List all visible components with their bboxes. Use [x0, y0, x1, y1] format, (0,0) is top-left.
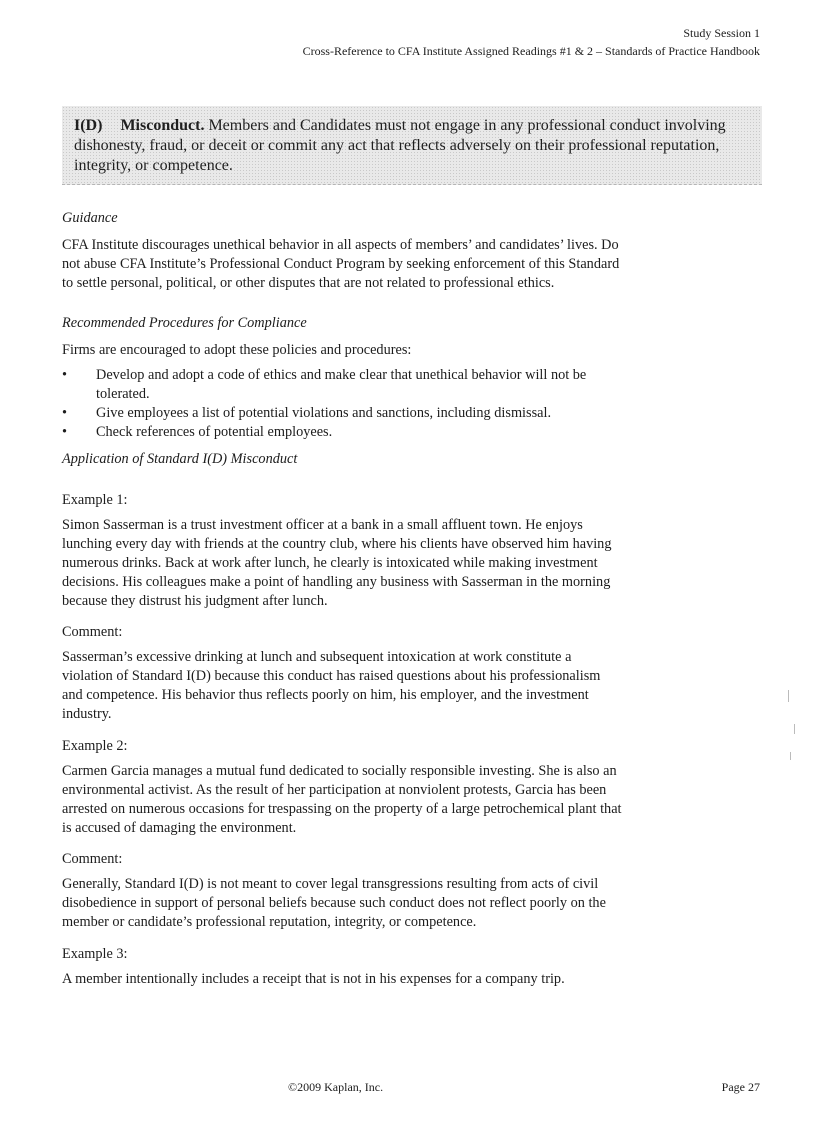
page-number: Page 27: [721, 1080, 760, 1094]
running-header-reference: Cross-Reference to CFA Institute Assigned Readings #1 & 2 – Standards of Practice Handbook: [302, 44, 760, 58]
scan-margin-marks: [786, 690, 806, 770]
example-3-title: Example 3:: [62, 946, 128, 962]
list-item: • Develop and adopt a code of ethics and make clear that unethical behavior will not be tolerated.: [62, 367, 587, 402]
application-heading: Application of Standard I(D) Misconduct: [62, 451, 298, 467]
procedures-heading: Recommended Procedures for Compliance: [62, 315, 307, 331]
list-item: • Check references of potential employees.: [62, 424, 333, 440]
example-1-comment-title: Comment:: [62, 624, 123, 640]
bullet-icon: •: [62, 405, 68, 421]
main-content: [62, 209, 622, 989]
footer-copyright: ©2009 Kaplan, Inc.: [288, 1080, 384, 1094]
example-1-title: Example 1:: [62, 492, 128, 508]
standard-callout-box: [62, 106, 762, 185]
bullet-icon: •: [62, 367, 68, 383]
list-item: • Give employees a list of potential violations and sanctions, including dismissal.: [62, 405, 552, 421]
standard-code: I(D): [74, 117, 103, 134]
procedures-list: [62, 366, 622, 442]
standard-text: Members and Candidates must not engage in any professional conduct involving dishonesty, fraud, or deceit or commit any act that reflects adversely on their professional reputation, integrity, or competence.: [74, 117, 726, 174]
example-3-text: A member intentionally includes a receipt that is not in his expenses for a company trip.: [62, 971, 565, 987]
guidance-text: CFA Institute discourages unethical behavior in all aspects of members’ and candidates’ lives. Do not abuse CFA Institute’s Professional Conduct Program by seeking enforcement of this Standard to settle personal, political, or other disputes that are not related to professional ethics.: [62, 237, 620, 291]
guidance-heading: Guidance: [62, 210, 118, 226]
standard-statement: [74, 116, 754, 176]
example-2-comment-title: Comment:: [62, 851, 123, 867]
example-1-text: Simon Sasserman is a trust investment officer at a bank in a small affluent town. He enjoys lunching every day with friends at the country club, where his clients have observed him having numerous drinks. Back at work after lunch, he clearly is intoxicated while making investment decisions. His colleagues make a point of handling any business with Sasserman in the morning because they distrust his judgment after lunch.: [62, 517, 612, 609]
standard-term: Misconduct.: [120, 117, 205, 134]
example-2-comment: Generally, Standard I(D) is not meant to cover legal transgressions resulting from acts of civil disobedience in support of personal beliefs because such conduct does not reflect poorly on the member or candidate’s professional reputation, integrity, or competence.: [62, 876, 606, 930]
bullet-icon: •: [62, 424, 68, 440]
example-2-text: Carmen Garcia manages a mutual fund dedicated to socially responsible investing. She is also an environmental activist. As the result of her participation at nonviolent protests, Garcia has been arrested on numerous occasions for trespassing on the property of a large petrochemical plant that is accused of damaging the environment.: [62, 763, 622, 836]
example-2-title: Example 2:: [62, 738, 128, 754]
procedures-intro: Firms are encouraged to adopt these policies and procedures:: [62, 342, 412, 358]
example-1-comment: Sasserman’s excessive drinking at lunch and subsequent intoxication at work constitute a violation of Standard I(D) because this conduct has raised questions about his professionalism and competence. His behavior thus reflects poorly on him, his employer, and the investment industry.: [62, 649, 601, 722]
running-header-session: Study Session 1: [683, 26, 760, 40]
